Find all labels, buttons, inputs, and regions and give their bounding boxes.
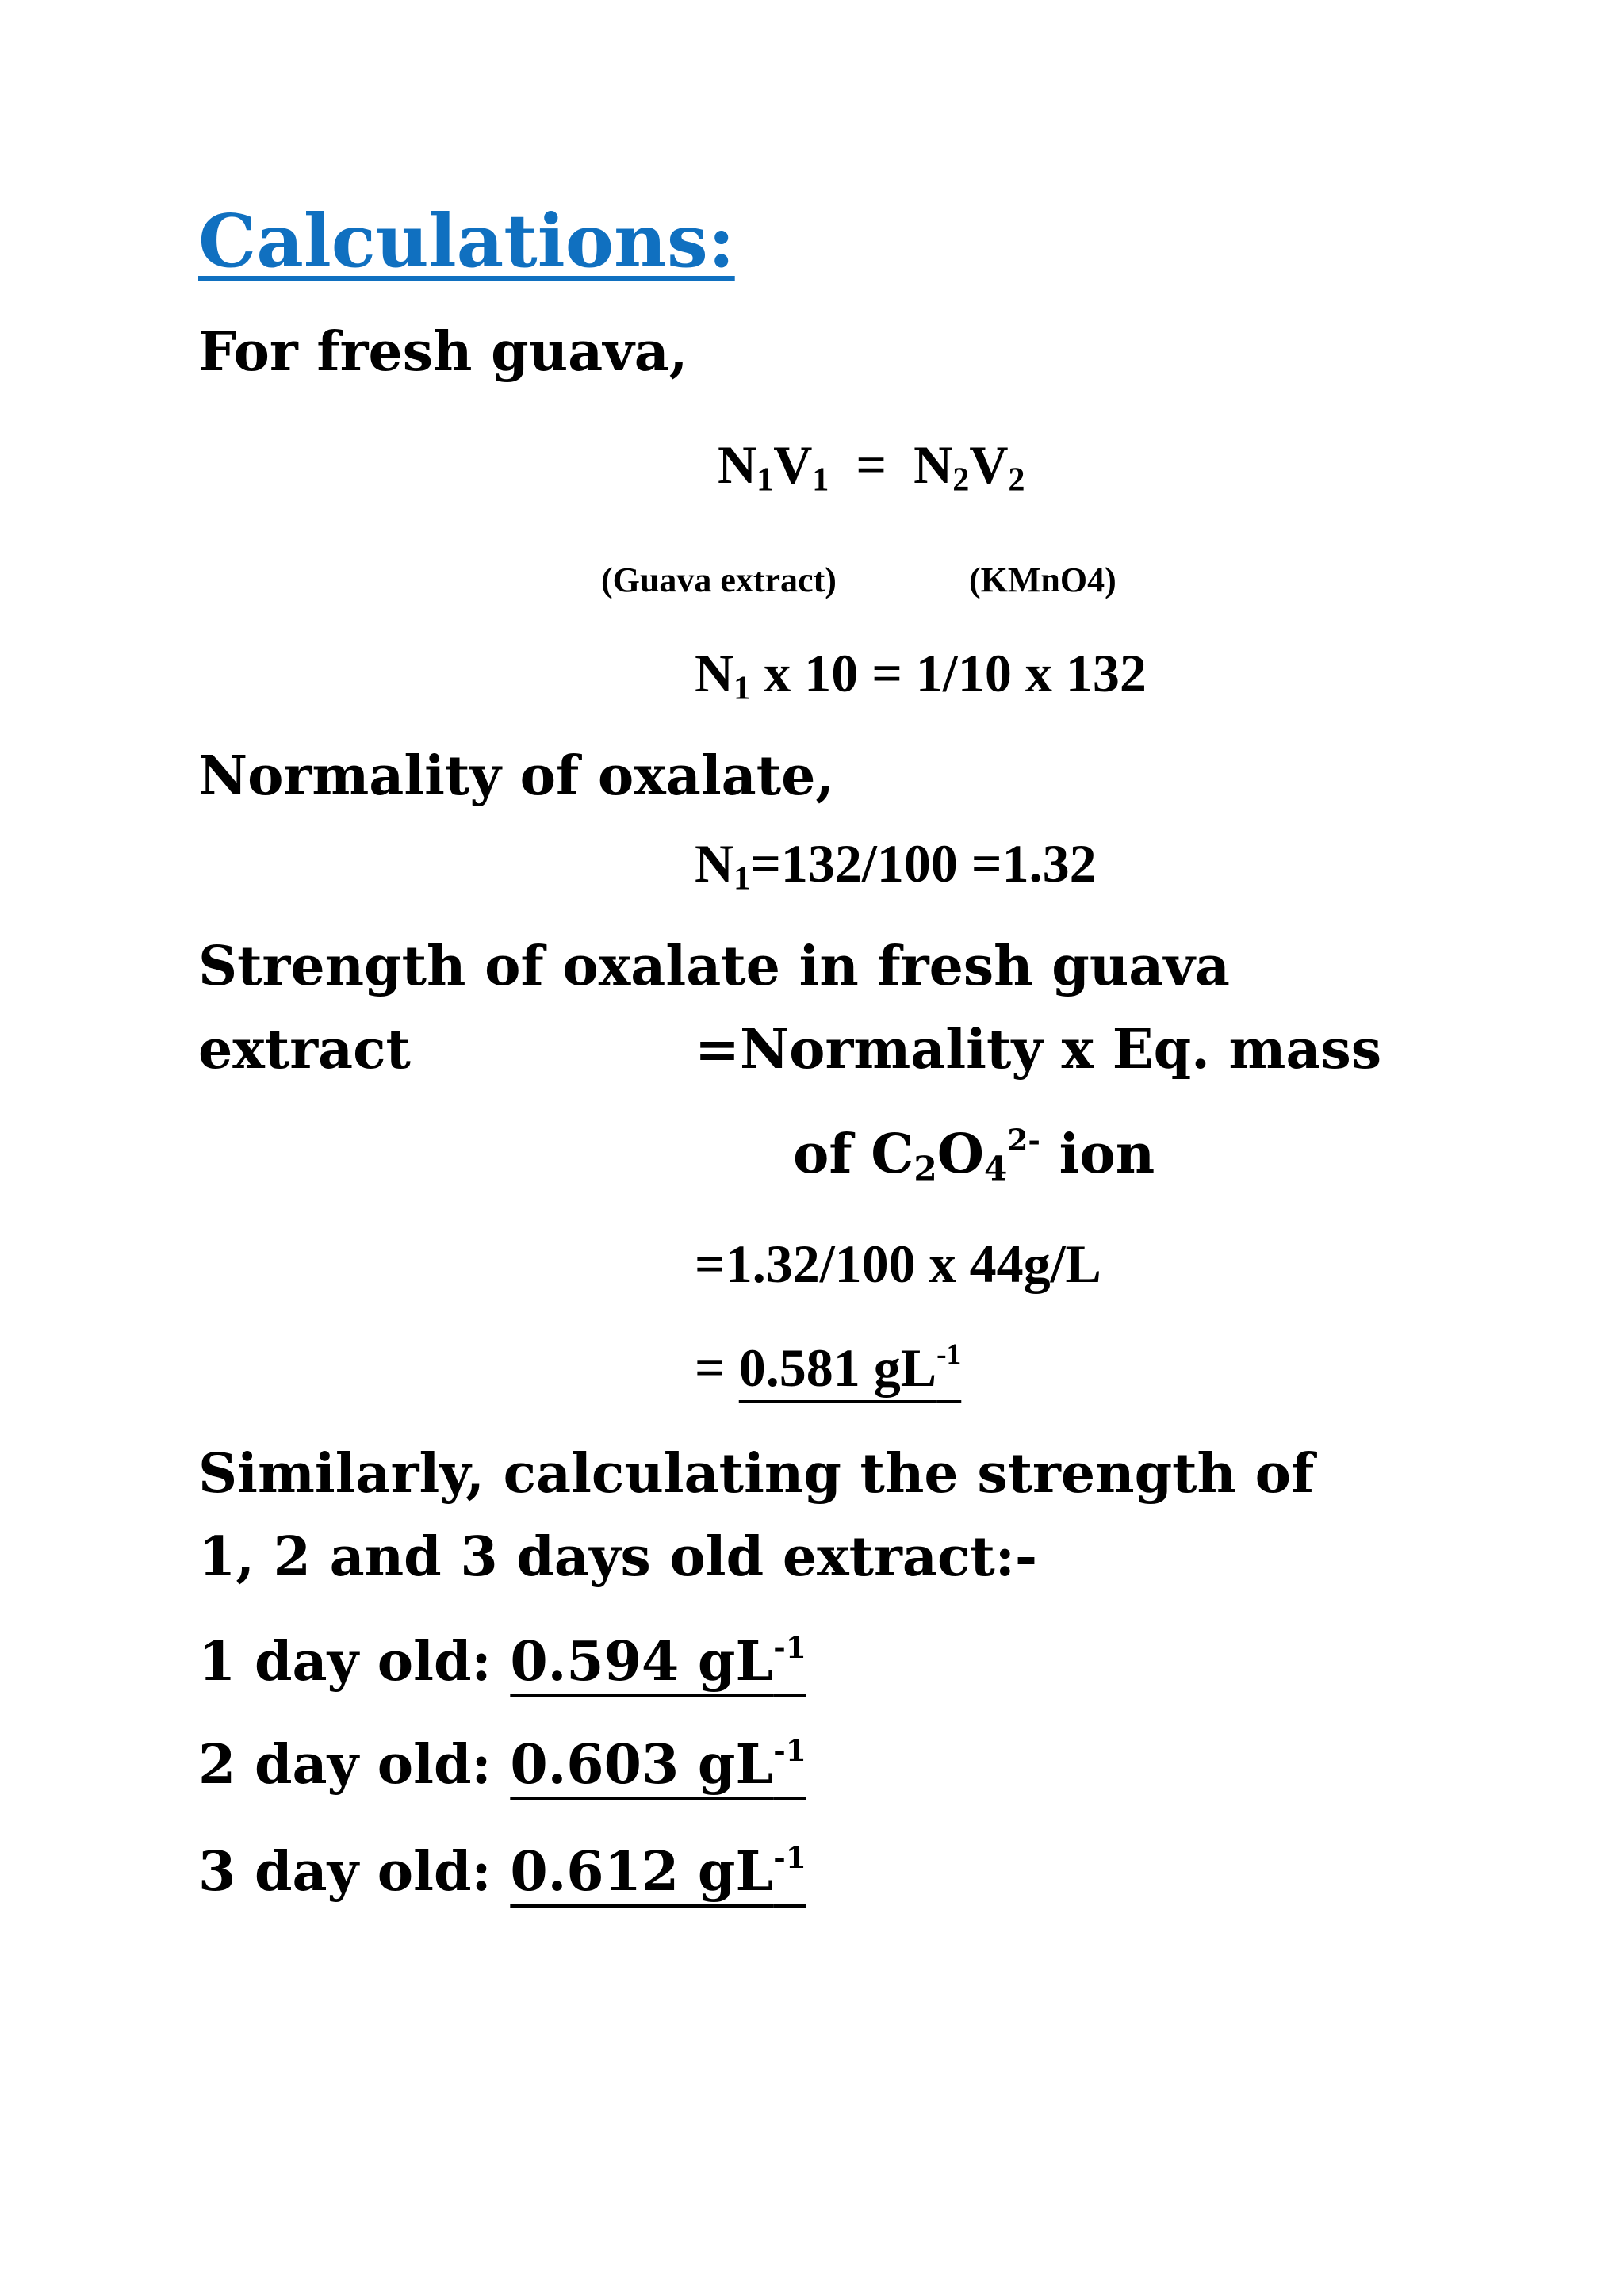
normality-label: Normality of oxalate, [198, 744, 835, 808]
result-value: 0.594 gL [510, 1630, 774, 1694]
eq1-note-right: (KMnO4) [969, 561, 1116, 599]
eq3-n-sub: 1 [733, 859, 751, 897]
strength-result [695, 1337, 962, 1399]
ion-c-sub: 2 [914, 1148, 937, 1188]
strength-eq-line3: =1.32/100 x 44g/L [695, 1234, 1101, 1294]
eq1-v1: V [773, 434, 813, 495]
strength-eq-line2 [793, 1123, 1155, 1188]
result-label: 3 day old: [198, 1840, 492, 1904]
eq1-v2-sub: 2 [1008, 461, 1025, 499]
eq1-equals: = [856, 434, 887, 495]
result-exp: -1 [773, 1840, 806, 1875]
eq1-note-left: (Guava extract) [601, 561, 837, 599]
eq2-n: N [695, 643, 734, 703]
page-title: Calculations: [198, 198, 735, 284]
similarly-line2: 1, 2 and 3 days old extract:- [198, 1525, 1038, 1589]
eq1-v1-sub: 1 [812, 461, 829, 499]
strength-result-exp: -1 [936, 1338, 962, 1371]
result-exp: -1 [773, 1733, 806, 1768]
equation-n1-calc [695, 643, 1147, 707]
result-exp: -1 [773, 1630, 806, 1665]
result-row-3 [198, 1840, 806, 1904]
eq1-n2-sub: 2 [952, 461, 970, 499]
ion-post: ion [1059, 1123, 1155, 1187]
equation-n1v1-n2v2 [718, 434, 1025, 499]
ion-charge: 2- [1007, 1123, 1040, 1158]
ion-pre: of C [793, 1123, 914, 1187]
eq3-n: N [695, 833, 734, 894]
ion-o-sub: 4 [983, 1148, 1008, 1188]
strength-result-value: 0.581 gL [738, 1337, 937, 1399]
strength-label-line2: extract [198, 1018, 411, 1081]
strength-eq-line1: =Normality x Eq. mass [695, 1018, 1382, 1081]
strength-result-value-group [739, 1337, 962, 1398]
eq1-v2: V [969, 434, 1009, 495]
eq2-rest: x 10 = 1/10 x 132 [764, 643, 1147, 703]
eq3-rest: =132/100 =1.32 [750, 833, 1097, 894]
strength-label-line1: Strength of oxalate in fresh guava [198, 935, 1230, 998]
ion-o: O [936, 1123, 984, 1187]
result-row-1 [198, 1630, 806, 1694]
strength-result-equals: = [695, 1337, 726, 1399]
result-value-group [510, 1840, 806, 1904]
fresh-guava-label: For fresh guava, [198, 320, 688, 384]
result-value-group [510, 1733, 806, 1797]
eq2-n-sub: 1 [733, 669, 751, 707]
result-row-2 [198, 1733, 806, 1797]
equation-normality [695, 833, 1097, 897]
eq1-n1: N [718, 434, 757, 495]
result-value: 0.603 gL [510, 1733, 774, 1797]
result-value: 0.612 gL [510, 1840, 774, 1904]
eq1-n2: N [914, 434, 953, 495]
result-value-group [510, 1630, 806, 1693]
similarly-line1: Similarly, calculating the strength of [198, 1442, 1315, 1506]
eq1-n1-sub: 1 [756, 461, 774, 499]
result-label: 2 day old: [198, 1733, 492, 1797]
result-label: 1 day old: [198, 1630, 492, 1694]
